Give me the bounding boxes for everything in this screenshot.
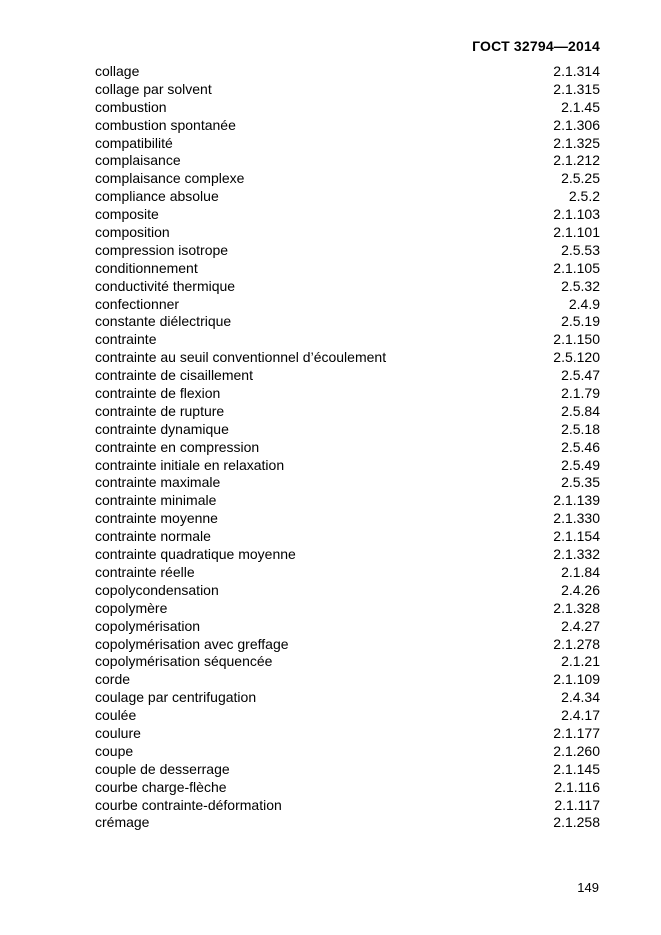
index-term: crémage <box>95 814 150 831</box>
index-term: collage par solvent <box>95 80 212 97</box>
index-reference: 2.1.21 <box>561 653 600 670</box>
index-reference: 2.5.49 <box>561 456 600 473</box>
index-entry <box>95 331 600 349</box>
index-entry <box>95 206 600 224</box>
index-term: coulée <box>95 707 137 724</box>
index-entry <box>95 99 600 117</box>
index-term: constante diélectrique <box>95 313 232 330</box>
index-reference: 2.1.84 <box>561 563 600 580</box>
index-reference: 2.5.18 <box>561 420 600 437</box>
index-reference: 2.1.45 <box>561 98 600 115</box>
index-reference: 2.4.27 <box>561 617 600 634</box>
index-entry <box>95 743 600 761</box>
index-reference: 2.1.79 <box>561 385 600 402</box>
index-entry <box>95 636 600 654</box>
index-reference: 2.5.47 <box>561 367 600 384</box>
index-entry <box>95 439 600 457</box>
index-term: contrainte de cisaillement <box>95 367 253 384</box>
index-reference: 2.1.330 <box>553 510 600 527</box>
index-reference: 2.1.105 <box>553 259 600 276</box>
index-term: conditionnement <box>95 259 198 276</box>
index-reference: 2.1.139 <box>553 492 600 509</box>
index-term: contrainte dynamique <box>95 420 229 437</box>
index-reference: 2.1.150 <box>553 331 600 348</box>
index-term: contrainte quadratique moyenne <box>95 546 296 563</box>
index-reference: 2.5.53 <box>561 241 600 258</box>
index-term: contrainte <box>95 331 157 348</box>
index-term: coulure <box>95 724 141 741</box>
index-entry <box>95 546 600 564</box>
index-entry <box>95 671 600 689</box>
index-entry <box>95 600 600 618</box>
index-term: composition <box>95 224 170 241</box>
index-term: complaisance complexe <box>95 170 245 187</box>
index-entry <box>95 349 600 367</box>
index-entry <box>95 582 600 600</box>
index-term: couple de desserrage <box>95 760 230 777</box>
index-reference: 2.1.117 <box>554 796 600 813</box>
index-term: contrainte minimale <box>95 492 217 509</box>
index-reference: 2.4.34 <box>561 689 600 706</box>
index-entry <box>95 224 600 242</box>
index-entry <box>95 474 600 492</box>
index-reference: 2.1.212 <box>553 152 600 169</box>
index-reference: 2.5.35 <box>561 474 600 491</box>
index-reference: 2.1.109 <box>553 671 600 688</box>
index-entry <box>95 63 600 81</box>
index-reference: 2.1.328 <box>553 599 600 616</box>
index-entry <box>95 403 600 421</box>
index-entry <box>95 618 600 636</box>
index-entry <box>95 117 600 135</box>
index-term: combustion <box>95 98 167 115</box>
index-term: contrainte maximale <box>95 474 221 491</box>
index-term: complaisance <box>95 152 181 169</box>
index-term: coupe <box>95 742 134 759</box>
index-reference: 2.5.84 <box>561 402 600 419</box>
index-term: conductivité thermique <box>95 277 236 294</box>
index-entry <box>95 170 600 188</box>
index-entry <box>95 457 600 475</box>
index-entry <box>95 313 600 331</box>
index-entry <box>95 814 600 832</box>
index-entry <box>95 797 600 815</box>
index-reference: 2.1.314 <box>553 63 600 79</box>
index-reference: 2.4.9 <box>568 295 600 312</box>
index-entry <box>95 152 600 170</box>
index-reference: 2.1.103 <box>553 206 600 223</box>
index-entry <box>95 260 600 278</box>
index-reference: 2.1.154 <box>553 528 600 545</box>
index-term: combustion spontanée <box>95 116 236 133</box>
index-term: copolymérisation séquencée <box>95 653 273 670</box>
index-term: contrainte de rupture <box>95 402 225 419</box>
index-entry <box>95 278 600 296</box>
index-entry <box>95 564 600 582</box>
index-entry <box>95 510 600 528</box>
index-reference: 2.4.17 <box>561 707 600 724</box>
index-term: collage <box>95 63 140 79</box>
index-entry <box>95 296 600 314</box>
index-reference: 2.1.278 <box>553 635 600 652</box>
index-term: compliance absolue <box>95 188 219 205</box>
standard-designation: ГОСТ 32794—2014 <box>472 38 600 54</box>
index-term: courbe charge-flèche <box>95 778 227 795</box>
index-term: confectionner <box>95 295 180 312</box>
index-entry <box>95 707 600 725</box>
index-entry <box>95 779 600 797</box>
index-reference: 2.1.116 <box>554 778 600 795</box>
index-reference: 2.1.145 <box>553 760 600 777</box>
index-term: contrainte normale <box>95 528 211 545</box>
index-entry <box>95 528 600 546</box>
index-term: contrainte en compression <box>95 438 260 455</box>
term-index-list <box>95 63 600 832</box>
index-term: copolymérisation avec greffage <box>95 635 289 652</box>
index-term: corde <box>95 671 131 688</box>
index-term: contrainte de flexion <box>95 385 221 402</box>
index-term: composite <box>95 206 159 223</box>
index-entry <box>95 761 600 779</box>
index-term: contrainte au seuil conventionnel d’écoulement <box>95 349 387 366</box>
index-entry <box>95 725 600 743</box>
page-number: 149 <box>577 880 599 895</box>
index-term: contrainte initiale en relaxation <box>95 456 285 473</box>
index-reference: 2.5.120 <box>553 349 600 366</box>
index-reference: 2.1.258 <box>553 814 600 831</box>
index-term: copolycondensation <box>95 581 219 598</box>
index-term: courbe contrainte-déformation <box>95 796 282 813</box>
index-reference: 2.5.2 <box>568 188 600 205</box>
index-term: contrainte réelle <box>95 563 195 580</box>
index-term: coulage par centrifugation <box>95 689 257 706</box>
index-entry <box>95 653 600 671</box>
index-entry <box>95 385 600 403</box>
index-entry <box>95 367 600 385</box>
index-entry <box>95 81 600 99</box>
index-entry <box>95 135 600 153</box>
index-reference: 2.1.177 <box>553 724 600 741</box>
index-term: contrainte moyenne <box>95 510 218 527</box>
index-entry <box>95 421 600 439</box>
index-reference: 2.5.46 <box>561 438 600 455</box>
index-reference: 2.1.325 <box>553 134 600 151</box>
index-reference: 2.5.19 <box>561 313 600 330</box>
index-reference: 2.1.101 <box>553 224 600 241</box>
index-entry <box>95 492 600 510</box>
index-term: copolymère <box>95 599 168 616</box>
index-reference: 2.5.25 <box>561 170 600 187</box>
index-term: compatibilité <box>95 134 173 151</box>
index-entry <box>95 242 600 260</box>
index-reference: 2.1.332 <box>553 546 600 563</box>
index-reference: 2.1.260 <box>553 742 600 759</box>
index-term: compression isotrope <box>95 241 229 258</box>
index-reference: 2.1.306 <box>553 116 600 133</box>
index-reference: 2.1.315 <box>553 80 600 97</box>
index-term: copolymérisation <box>95 617 201 634</box>
index-reference: 2.4.26 <box>561 581 600 598</box>
index-reference: 2.5.32 <box>561 277 600 294</box>
index-entry <box>95 188 600 206</box>
index-entry <box>95 689 600 707</box>
